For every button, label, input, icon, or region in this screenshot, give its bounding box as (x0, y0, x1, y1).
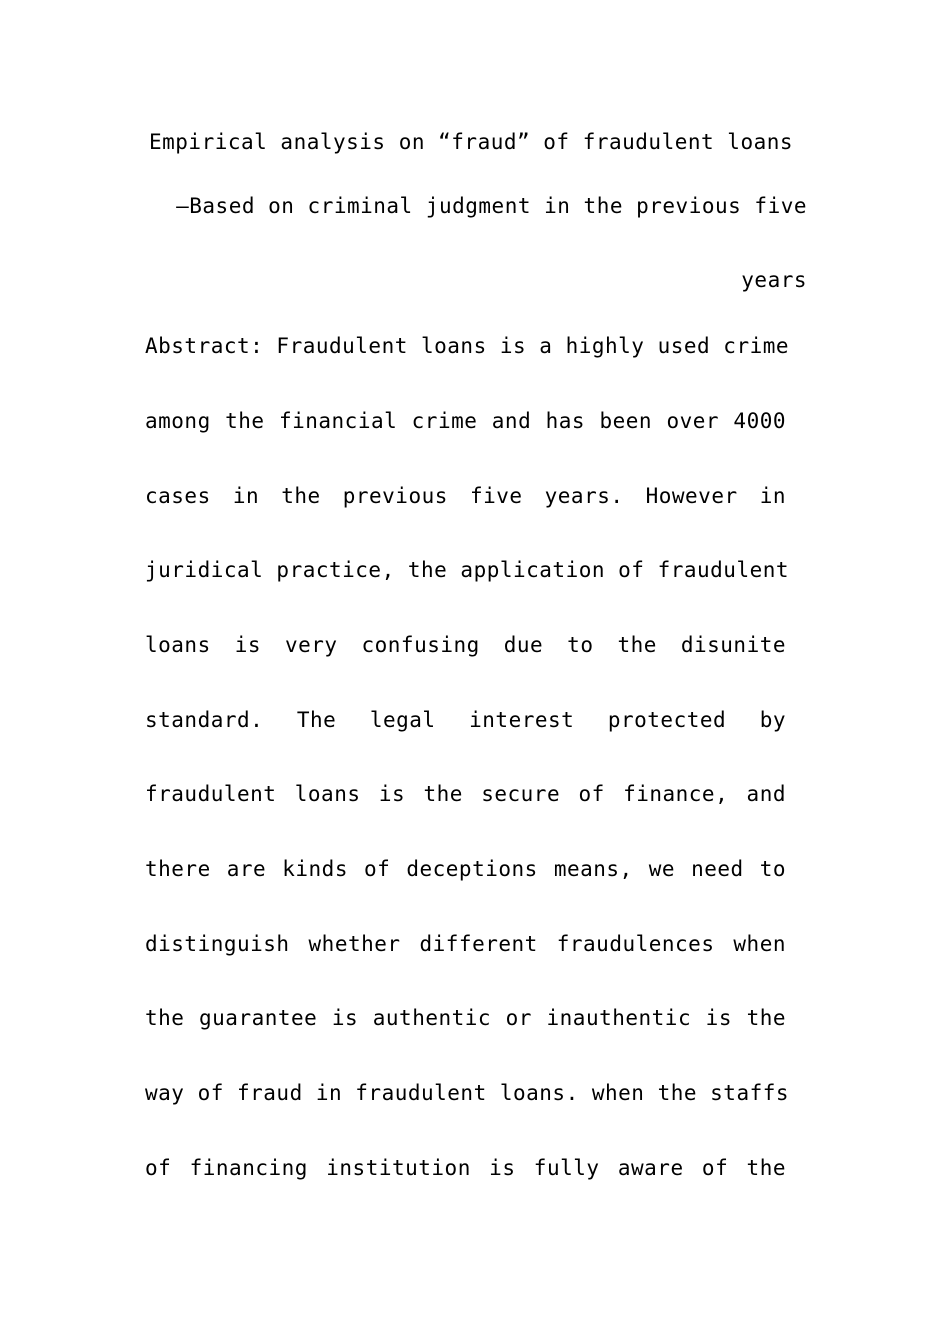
abstract-line: cases in the previous five years. However in (145, 484, 786, 508)
document-subtitle-continuation: years (741, 268, 807, 292)
abstract-line: distinguish whether different fraudulences when (145, 932, 786, 956)
abstract-line: loans is very confusing due to the disunite (145, 633, 786, 657)
abstract-line: standard. The legal interest protected by (145, 708, 786, 732)
document-subtitle: —Based on criminal judgment in the previous five (176, 194, 807, 218)
abstract-line: Abstract: Fraudulent loans is a highly used crime (145, 334, 790, 358)
abstract-line: of financing institution is fully aware of the (145, 1156, 786, 1180)
document-title: Empirical analysis on “fraud” of fraudulent loans (149, 130, 794, 154)
abstract-line: the guarantee is authentic or inauthentic is the (145, 1006, 786, 1030)
abstract-line: way of fraud in fraudulent loans. when the staffs (145, 1081, 790, 1105)
abstract-line: juridical practice, the application of fraudulent (145, 558, 790, 582)
abstract-line: there are kinds of deceptions means, we need to (145, 857, 786, 881)
abstract-line: fraudulent loans is the secure of finance, and (145, 782, 786, 806)
abstract-line: among the financial crime and has been over 4000 (145, 409, 786, 433)
